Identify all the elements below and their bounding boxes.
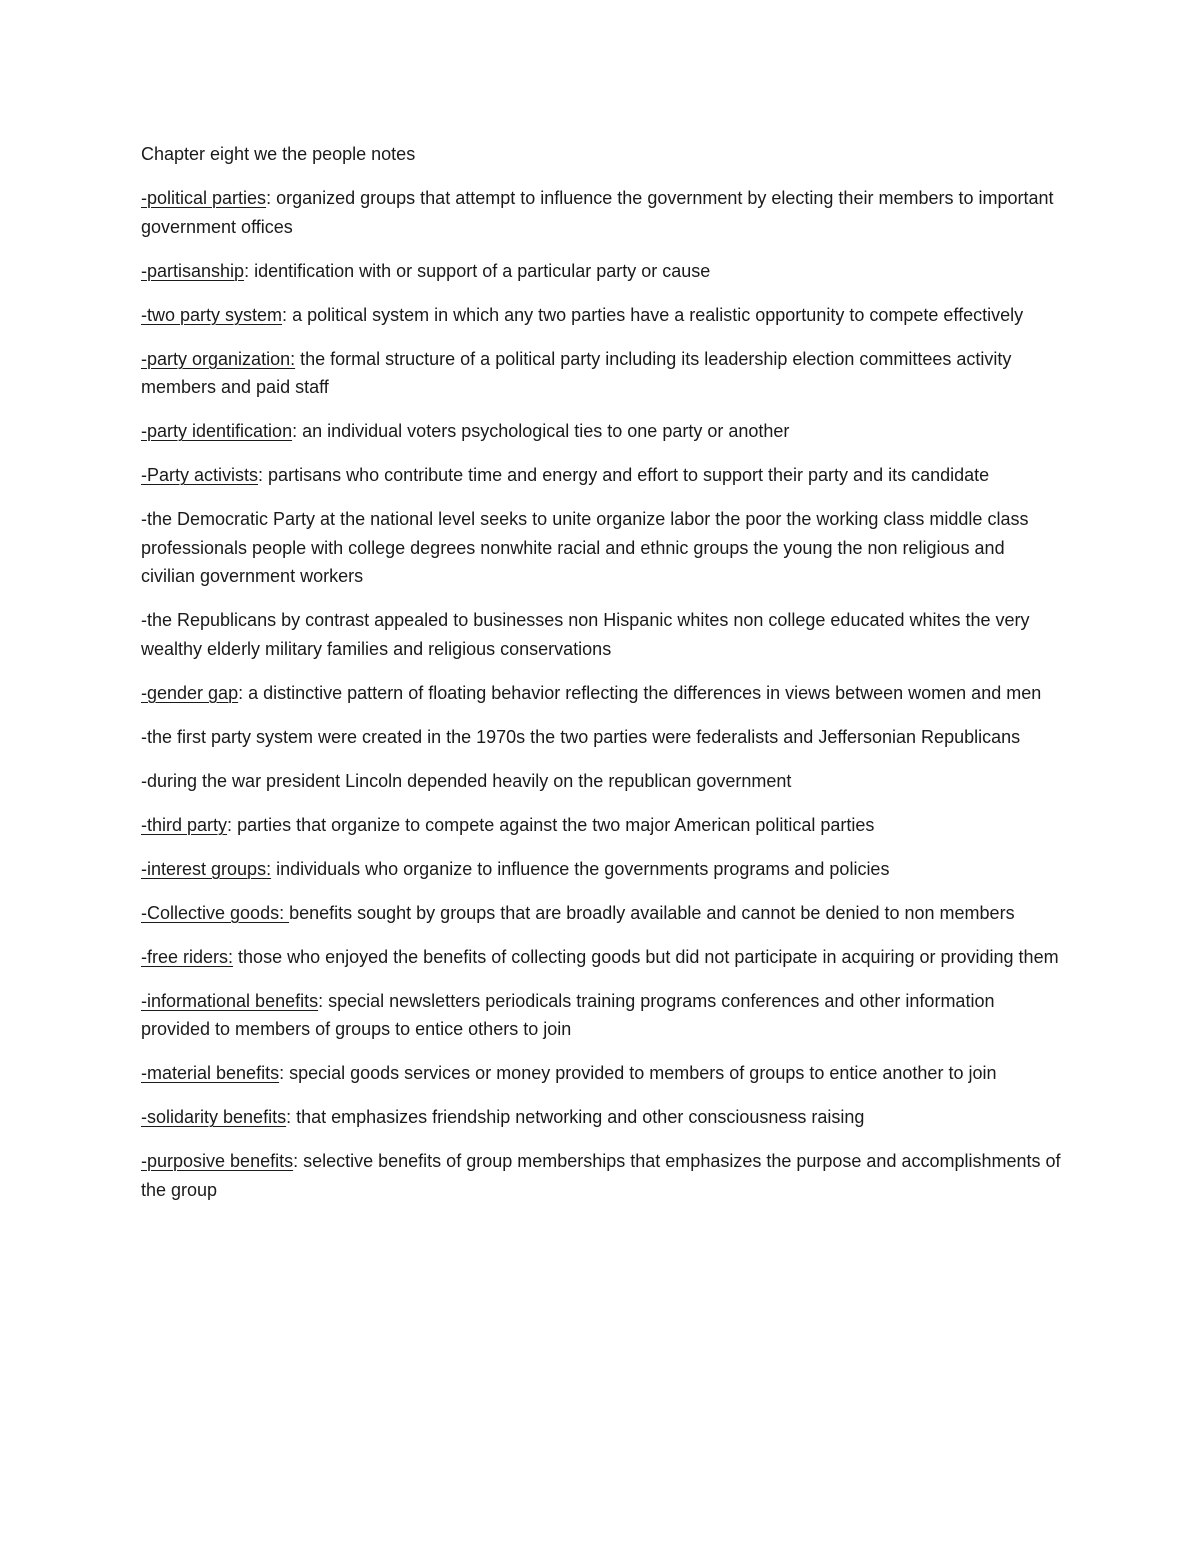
note-body: identification with or support of a particular party or cause bbox=[254, 260, 711, 281]
note-solidarity-benefits: -solidarity benefits: that emphasizes friendship networking and other consciousness raising bbox=[141, 1107, 865, 1127]
note-body: a political system in which any two parties have a realistic opportunity to compete effectively bbox=[292, 304, 1024, 325]
note-body: benefits sought by groups that are broadly available and cannot be denied to non members bbox=[289, 902, 1015, 923]
note-republicans: -the Republicans by contrast appealed to businesses non Hispanic whites non college educated whites the very wealthy elderly military families and religious conservations bbox=[141, 610, 1030, 659]
note-material-benefits: -material benefits: special goods services or money provided to members of groups to entice another to join bbox=[141, 1063, 997, 1083]
note-term: -free riders: bbox=[141, 946, 234, 967]
note-gender-gap: -gender gap: a distinctive pattern of floating behavior reflecting the differences in views between women and men bbox=[141, 682, 1042, 703]
note-partisanship: -partisanship: identification with or support of a particular party or cause bbox=[141, 260, 711, 281]
note-body: individuals who organize to influence the governments programs and policies bbox=[276, 858, 890, 879]
note-political-parties: -political parties: organized groups that attempt to influence the government by electing their members to important government offices bbox=[141, 188, 1054, 237]
note-two-party-system: -two party system: a political system in which any two parties have a realistic opportunity to compete effectively bbox=[141, 304, 1024, 325]
note-term: -gender gap bbox=[141, 682, 239, 703]
note-body: those who enjoyed the benefits of collecting goods but did not participate in acquiring or providing them bbox=[238, 946, 1059, 967]
note-body: an individual voters psychological ties to one party or another bbox=[302, 421, 790, 441]
note-collective-goods bbox=[141, 899, 1061, 928]
note-term: -two party system bbox=[141, 304, 283, 325]
note-term: -informational benefits bbox=[141, 990, 319, 1011]
note-body: that emphasizes friendship networking and other consciousness raising bbox=[296, 1107, 865, 1127]
note-first-party-system: -the first party system were created in the 1970s the two parties were federalists and Jeffersonian Republicans bbox=[141, 726, 1021, 747]
note-party-activists: -Party activists: partisans who contribute time and energy and effort to support their party and its candidate bbox=[141, 465, 990, 485]
note-body: partisans who contribute time and energy and effort to support their party and its candidate bbox=[268, 465, 990, 485]
note-body: a distinctive pattern of floating behavior reflecting the differences in views between women and men bbox=[248, 682, 1042, 703]
note-body: selective benefits of group memberships that emphasizes the purpose and accomplishments of the group bbox=[141, 1151, 1061, 1200]
note-body: parties that organize to compete against the two major American political parties bbox=[237, 814, 875, 835]
note-term: -third party bbox=[141, 814, 228, 835]
note-free-riders bbox=[141, 943, 1061, 972]
note-democratic-party: -the Democratic Party at the national level seeks to unite organize labor the poor the working class middle class professionals people with college degrees nonwhite racial and ethnic groups the young the non religious and civilian government workers bbox=[141, 509, 1029, 586]
note-purposive-benefits: -purposive benefits: selective benefits of group memberships that emphasizes the purpose and accomplishments of the group bbox=[141, 1151, 1061, 1200]
note-third-party: -third party: parties that organize to compete against the two major American political parties bbox=[141, 814, 875, 835]
note-informational-benefits: -informational benefits: special newsletters periodicals training programs conferences and other information provided to members of groups to entice others to join bbox=[141, 990, 995, 1039]
note-lincoln: -during the war president Lincoln depended heavily on the republican government bbox=[141, 770, 792, 791]
note-term: -solidarity benefits bbox=[141, 1107, 287, 1127]
note-party-organization bbox=[141, 345, 1061, 402]
note-term: -political parties bbox=[141, 188, 267, 208]
note-term: -Party activists bbox=[141, 465, 259, 485]
note-interest-groups bbox=[141, 855, 1061, 884]
note-term: -party identification bbox=[141, 421, 293, 441]
note-body: special newsletters periodicals training programs conferences and other information provided to members of groups to entice others to join bbox=[141, 990, 995, 1039]
document-page bbox=[141, 140, 1061, 1220]
note-party-identification: -party identification: an individual voters psychological ties to one party or another bbox=[141, 421, 790, 441]
note-body: organized groups that attempt to influence the government by electing their members to important government offices bbox=[141, 188, 1054, 237]
document-title: Chapter eight we the people notes bbox=[141, 144, 416, 164]
note-term: -material benefits bbox=[141, 1063, 280, 1083]
note-term: -interest groups: bbox=[141, 858, 272, 879]
note-term: -party organization: bbox=[141, 348, 296, 369]
note-term: -partisanship bbox=[141, 260, 245, 281]
note-term: -Collective goods: bbox=[141, 902, 290, 923]
note-term: -purposive benefits bbox=[141, 1151, 294, 1171]
note-body: the formal structure of a political party including its leadership election committees activity members and paid staff bbox=[141, 348, 1012, 397]
note-body: special goods services or money provided to members of groups to entice another to join bbox=[289, 1063, 997, 1083]
